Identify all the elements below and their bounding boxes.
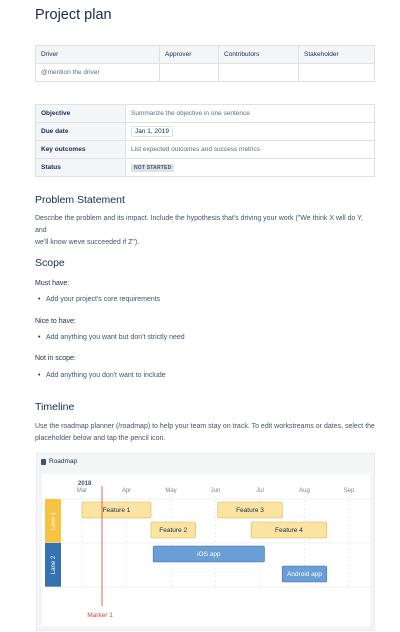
summary-table <box>35 104 375 177</box>
status-cell[interactable] <box>126 159 375 177</box>
timeline-heading: Timeline <box>35 401 75 413</box>
roles-cell-approver[interactable] <box>160 64 219 82</box>
roles-header-stakeholder: Stakeholder <box>299 46 375 64</box>
roadmap-header <box>41 458 77 465</box>
not-in-scope-item: • Add anything you don't want to include <box>38 372 166 379</box>
roadmap-month-jun: Jun <box>210 488 221 494</box>
roadmap-month-may: May <box>165 488 177 494</box>
roadmap-month-jul: Jul <box>256 488 264 494</box>
roles-header-contributors: Contributors <box>219 46 299 64</box>
roles-table <box>35 45 375 82</box>
not-in-scope-label: Not in scope: <box>35 355 76 362</box>
nice-to-have-item: • Add anything you want but don't strictly need <box>38 334 185 341</box>
roadmap-bar-label-android-app: Android app <box>286 571 323 579</box>
roadmap-year-label: 2018 <box>78 481 92 487</box>
roadmap-month-aug: Aug <box>299 488 310 494</box>
roadmap-month-mar: Mar <box>76 488 88 494</box>
roadmap-bar-label-feature-4: Feature 4 <box>275 527 303 535</box>
due-date-cell[interactable] <box>126 123 375 141</box>
problem-description <box>35 213 375 249</box>
scope-heading: Scope <box>35 257 65 269</box>
timeline-description <box>35 421 375 445</box>
document-icon <box>41 459 46 465</box>
must-have-item: • Add your project's core requirements <box>38 296 160 303</box>
due-date-chip[interactable]: Jan 1, 2019 <box>131 126 173 137</box>
roles-header-driver: Driver <box>36 46 160 64</box>
roadmap-lane-1-label: Lane 1 <box>51 511 57 531</box>
timeline-line-2: placeholder below and tap the pencil icon. <box>35 435 166 442</box>
roadmap-chart[interactable] <box>42 474 370 626</box>
roadmap-bar-label-feature-2: Feature 2 <box>159 527 188 535</box>
roadmap-month-apr: Apr <box>121 488 132 494</box>
roadmap-title: Roadmap <box>49 458 78 465</box>
roadmap-marker-label: Marker 1 <box>87 612 113 619</box>
objective-label: Objective <box>36 105 126 123</box>
roadmap-bar-label-feature-3: Feature 3 <box>236 507 264 515</box>
timeline-line-1: Use the roadmap planner (/roadmap) to help your team stay on track. To edit workstreams or dates, select the <box>35 423 375 430</box>
roadmap-bar-label-ios-app: iOS app <box>197 551 221 559</box>
nice-to-have-label: Nice to have: <box>35 318 76 325</box>
roles-cell-contributors[interactable] <box>219 64 299 82</box>
roles-cell-driver[interactable]: @mention the driver <box>36 64 160 82</box>
page-title: Project plan <box>35 7 112 23</box>
outcomes-value[interactable]: List expected outcomes and success metrics <box>126 141 375 159</box>
must-have-label: Must have: <box>35 280 70 287</box>
objective-value[interactable]: Summarize the objective in one sentence <box>126 105 375 123</box>
roadmap-macro[interactable] <box>36 453 375 631</box>
roadmap-bar-label-feature-1: Feature 1 <box>102 507 131 515</box>
roles-cell-stakeholder[interactable] <box>299 64 375 82</box>
roadmap-lane-2-label: Lane 2 <box>51 555 57 575</box>
status-badge[interactable]: NOT STARTED <box>131 164 174 172</box>
status-label: Status <box>36 159 126 177</box>
problem-line-2: we'll know weve succeeded if Z"). <box>35 239 140 246</box>
roles-header-approver: Approver <box>160 46 219 64</box>
roadmap-month-sep: Sep <box>343 488 355 494</box>
roadmap-canvas[interactable] <box>42 474 370 626</box>
due-date-label: Due date <box>36 123 126 141</box>
outcomes-label: Key outcomes <box>36 141 126 159</box>
problem-line-1: Describe the problem and its impact. Include the hypothesis that's driving your work ("We think X will do Y, and <box>35 215 363 234</box>
problem-heading: Problem Statement <box>35 194 125 206</box>
